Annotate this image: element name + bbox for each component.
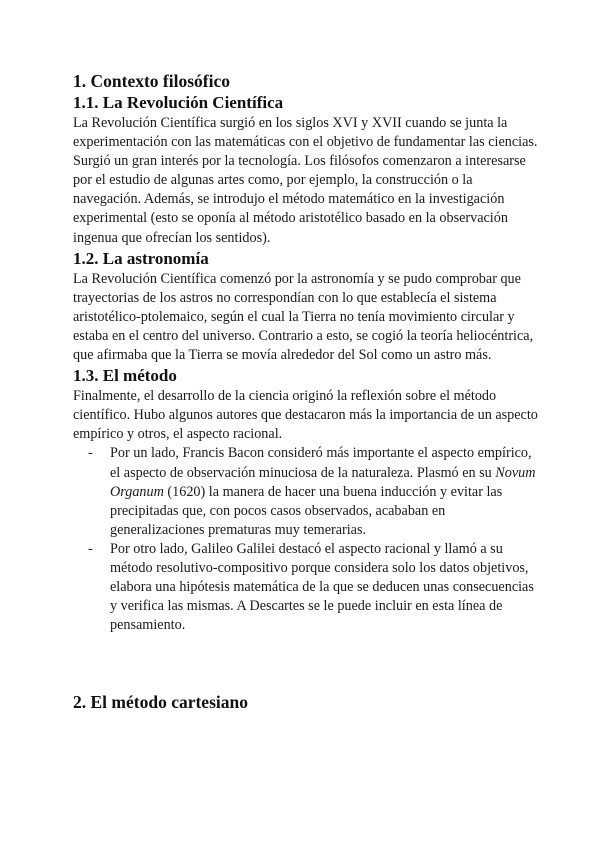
subsection-1-2-paragraph-1: La Revolución Científica comenzó por la astronomía y se pudo comprobar que trayectorias de los astros no correspondían con lo que establecía el sistema aristotélico-ptolemaico, según el cual la Tierra no tenía movimiento circular y estaba en el centro del universo. Contrario a esto, se cogió la teoría heliocéntrica, que afirmaba que la Tierra se movía alrededor del Sol como un astro más.: [73, 270, 534, 364]
bacon-text-post: (1620) la manera de hacer una buena inducción y evitar las precipitadas que, con pocos casos observados, acababan en generalizaciones prematuras muy temerarias.: [110, 483, 503, 538]
subsection-1-1-heading: 1.1. La Revolución Científica: [73, 93, 284, 112]
subsection-1-3-paragraph-1: Finalmente, el desarrollo de la ciencia originó la reflexión sobre el método científico. Hubo algunos autores que destacaron más la importancia de un aspecto empírico y otros, el aspecto racional.: [73, 388, 538, 443]
section-1-heading: 1. Contexto filosófico: [73, 71, 230, 91]
bacon-text-pre: Por un lado, Francis Bacon consideró más importante el aspecto empírico, el aspecto de observación minuciosa de la naturaleza. Plasmó en su: [110, 445, 532, 481]
subsection-1-3-heading: 1.3. El método: [73, 366, 177, 386]
section-spacer: [73, 635, 540, 691]
list-item-bacon: [110, 444, 540, 539]
method-list: [73, 444, 540, 635]
subsection-1-1-paragraph-1: La Revolución Científica surgió en los siglos XVI y XVII cuando se junta la experimentación con las matemáticas con el objetivo de fundamentar las ciencias.: [73, 115, 538, 151]
book-title: Novum Organum: [110, 464, 536, 500]
subsection-1-1-paragraph-2: Surgió un gran interés por la tecnología. Los filósofos comenzaron a interesarse por el estudio de algunas artes como, por ejemplo, la construcción o la navegación. Además, se introdujo el método matemático en la investigación experimental (esto se oponía al método aristotélico basado en la observación ingenua que ofrecían los sentidos).: [73, 153, 526, 246]
section-2-heading: 2. El método cartesiano: [73, 692, 248, 713]
subsection-1-2-heading: 1.2. La astronomía: [73, 248, 209, 268]
list-item-galileo: - Por otro lado, Galileo Galilei destacó el aspecto racional y llamó a su método resolutivo-compositivo porque considera solo los datos objetivos, elabora una hipótesis matemática de la que se deducen unas consecuencias y verifica las mismas. A Descartes se le puede incluir en esta línea de pensamiento.: [110, 540, 540, 635]
